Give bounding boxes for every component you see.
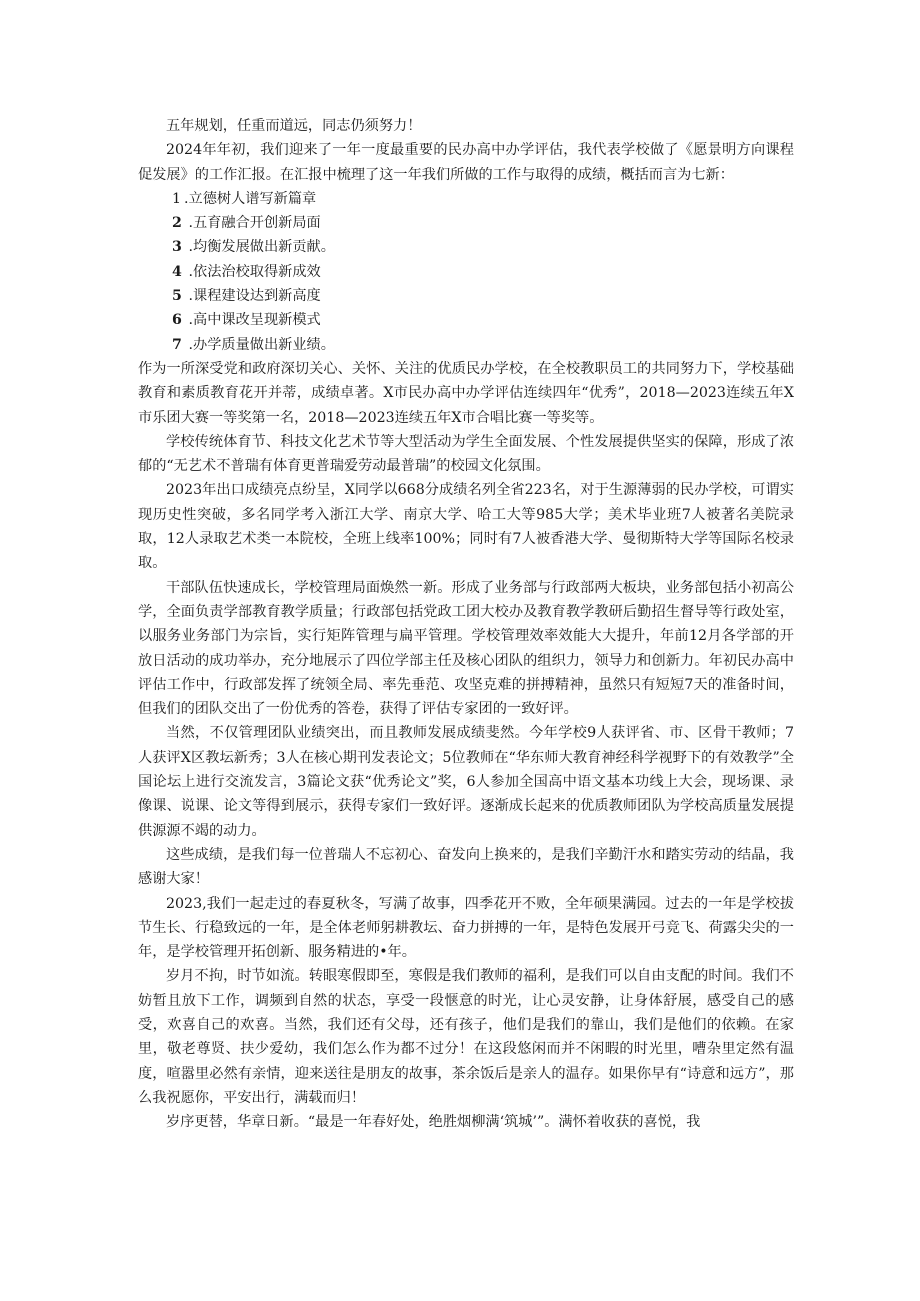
paragraph: 五年规划，任重而道远，同志仍须努力！: [166, 118, 422, 134]
list-number: 6: [172, 312, 182, 329]
list-text: .高中课改呈现新模式: [184, 312, 321, 329]
list-item: [138, 284, 794, 308]
list-item: [138, 187, 794, 211]
list-item: [138, 235, 794, 259]
paragraph: 学校传统体育节、科技文化艺术节等大型活动为学生全面发展、个性发展提供坚实的保障，形成了浓郁的“无艺术不普瑞有体育更普瑞爱劳动最普瑞”的校园文化氛围。: [138, 433, 794, 475]
paragraph: 2023年出口成绩亮点纷呈，X同学以668分成绩名列全省223名，对于生源薄弱的民办学校，可谓实现历史性突破，多名同学考入浙江大学、南京大学、哈工大等985大学；美术毕业班7人被著名美院录取，12人录取艺术类一本院校，全班上线率100%；同时有7人被香港大学、曼彻斯特大学等国际名校录取。: [138, 482, 794, 572]
paragraph: 岁序更替，华章日新。“最是一年春好处，绝胜烟柳满‘筑城’”。满怀着收获的喜悦，我: [166, 1114, 701, 1131]
paragraph: 当然，不仅管理团队业绩突出，而且教师发展成绩斐然。今年学校9人获评省、市、区骨干教师；7人获评X区教坛新秀；3人在核心期刊发表论文；5位教师在“华东师大教育神经科学视野下的有效教学”全国论坛上进行交流发言，3篇论文获“优秀论文”奖，6人参加全国高中语文基本功线上大会，现场课、录像课、说课、论文等得到展示，获得专家们一致好评。逐渐成长起来的优质教师团队为学校高质量发展提供源源不竭的动力。: [138, 725, 794, 839]
list-number: 3: [172, 239, 182, 256]
paragraph: 这些成绩，是我们每一位普瑞人不忘初心、奋发向上换来的，是我们辛勤汗水和踏实劳动的结晶，我感谢大家！: [138, 846, 794, 888]
paragraph: 2024年年初，我们迎来了一年一度最重要的民办高中办学评估，我代表学校做了《愿景明方向课程促发展》的工作汇报。在汇报中梳理了这一年我们所做的工作与取得的成绩，概括而言为七新：: [138, 142, 794, 183]
paragraph: 2023,我们一起走过的春夏秋冬，写满了故事，四季花开不败，全年硕果满园。过去的一年是学校拔节生长、行稳致远的一年，是全体老师躬耕教坛、奋力拼搏的一年，是特色发展开弓竞飞、荷露尖尖的一年，是学校管理开拓创新、服务精进的•年。: [138, 895, 794, 961]
list-text: .课程建设达到新高度: [184, 288, 321, 305]
document-page: [138, 114, 794, 1134]
list-number: 5: [172, 288, 182, 305]
seven-new-list: [138, 187, 794, 357]
list-number: 7: [172, 336, 182, 353]
list-item: [138, 308, 794, 332]
paragraph: 干部队伍快速成长，学校管理局面焕然一新。形成了业务部与行政部两大板块，业务部包括小初高公学，全面负责学部教育教学质量；行政部包括党政工团大校办及教育教学教研后勤招生督导等行政处室，以服务业务部门为宗旨，实行矩阵管理与扁平管理。学校管理效率效能大大提升，年前12月各学部的开放日活动的成功举办，充分地展示了四位学部主任及核心团队的组织力，领导力和创新力。年初民办高中评估工作中，行政部发挥了统领全局、率先垂范、攻坚克难的拼搏精神，虽然只有短短7天的准备时间，但我们的团队交出了一份优秀的答卷，获得了评估专家团的一致好评。: [138, 579, 794, 718]
list-number: 1: [172, 190, 182, 207]
paragraph: 岁月不拘，时节如流。转眼寒假即至，寒假是我们教师的福利，是我们可以自由支配的时间。我们不妨暂且放下工作，调频到自然的状态，享受一段惬意的时光，让心灵安静，让身体舒展，感受自己的感受，欢喜自己的欢喜。当然，我们还有父母，还有孩子，他们是我们的靠山，我们是他们的依赖。在家里，敬老尊贤、扶少爱幼，我们怎么作为都不过分！在这段悠闲而并不闲暇的时光里，嘈杂里定然有温度，喧嚣里必然有亲情，迎来送往是朋友的故事，茶余饭后是亲人的温存。如果你早有“诗意和远方”，那么我祝愿你，平安出行，满载而归！: [138, 968, 794, 1106]
intro-section: [138, 114, 794, 187]
list-number: 4: [172, 263, 182, 280]
list-text: .依法治校取得新成效: [184, 263, 321, 280]
body-section: [138, 357, 794, 1135]
list-item: [138, 211, 794, 235]
list-text: .立德树人谱写新篇章: [184, 190, 317, 207]
list-text: .办学质量做出新业绩。: [184, 336, 335, 353]
list-item: [138, 260, 794, 284]
list-text: .五育融合开创新局面: [184, 215, 321, 232]
list-text: .均衡发展做出新贡献。: [184, 239, 335, 256]
paragraph: 作为一所深受党和政府深切关心、关怀、关注的优质民办学校，在全校教职员工的共同努力下，学校基础教育和素质教育花开并蒂，成绩卓著。X市民办高中办学评估连续四年“优秀”，2018—2023连续五年X市乐团大赛一等奖第一名，2018—2023连续五年X市合唱比赛一等奖等。: [138, 360, 794, 426]
list-number: 2: [172, 215, 182, 232]
list-item: [138, 333, 794, 357]
